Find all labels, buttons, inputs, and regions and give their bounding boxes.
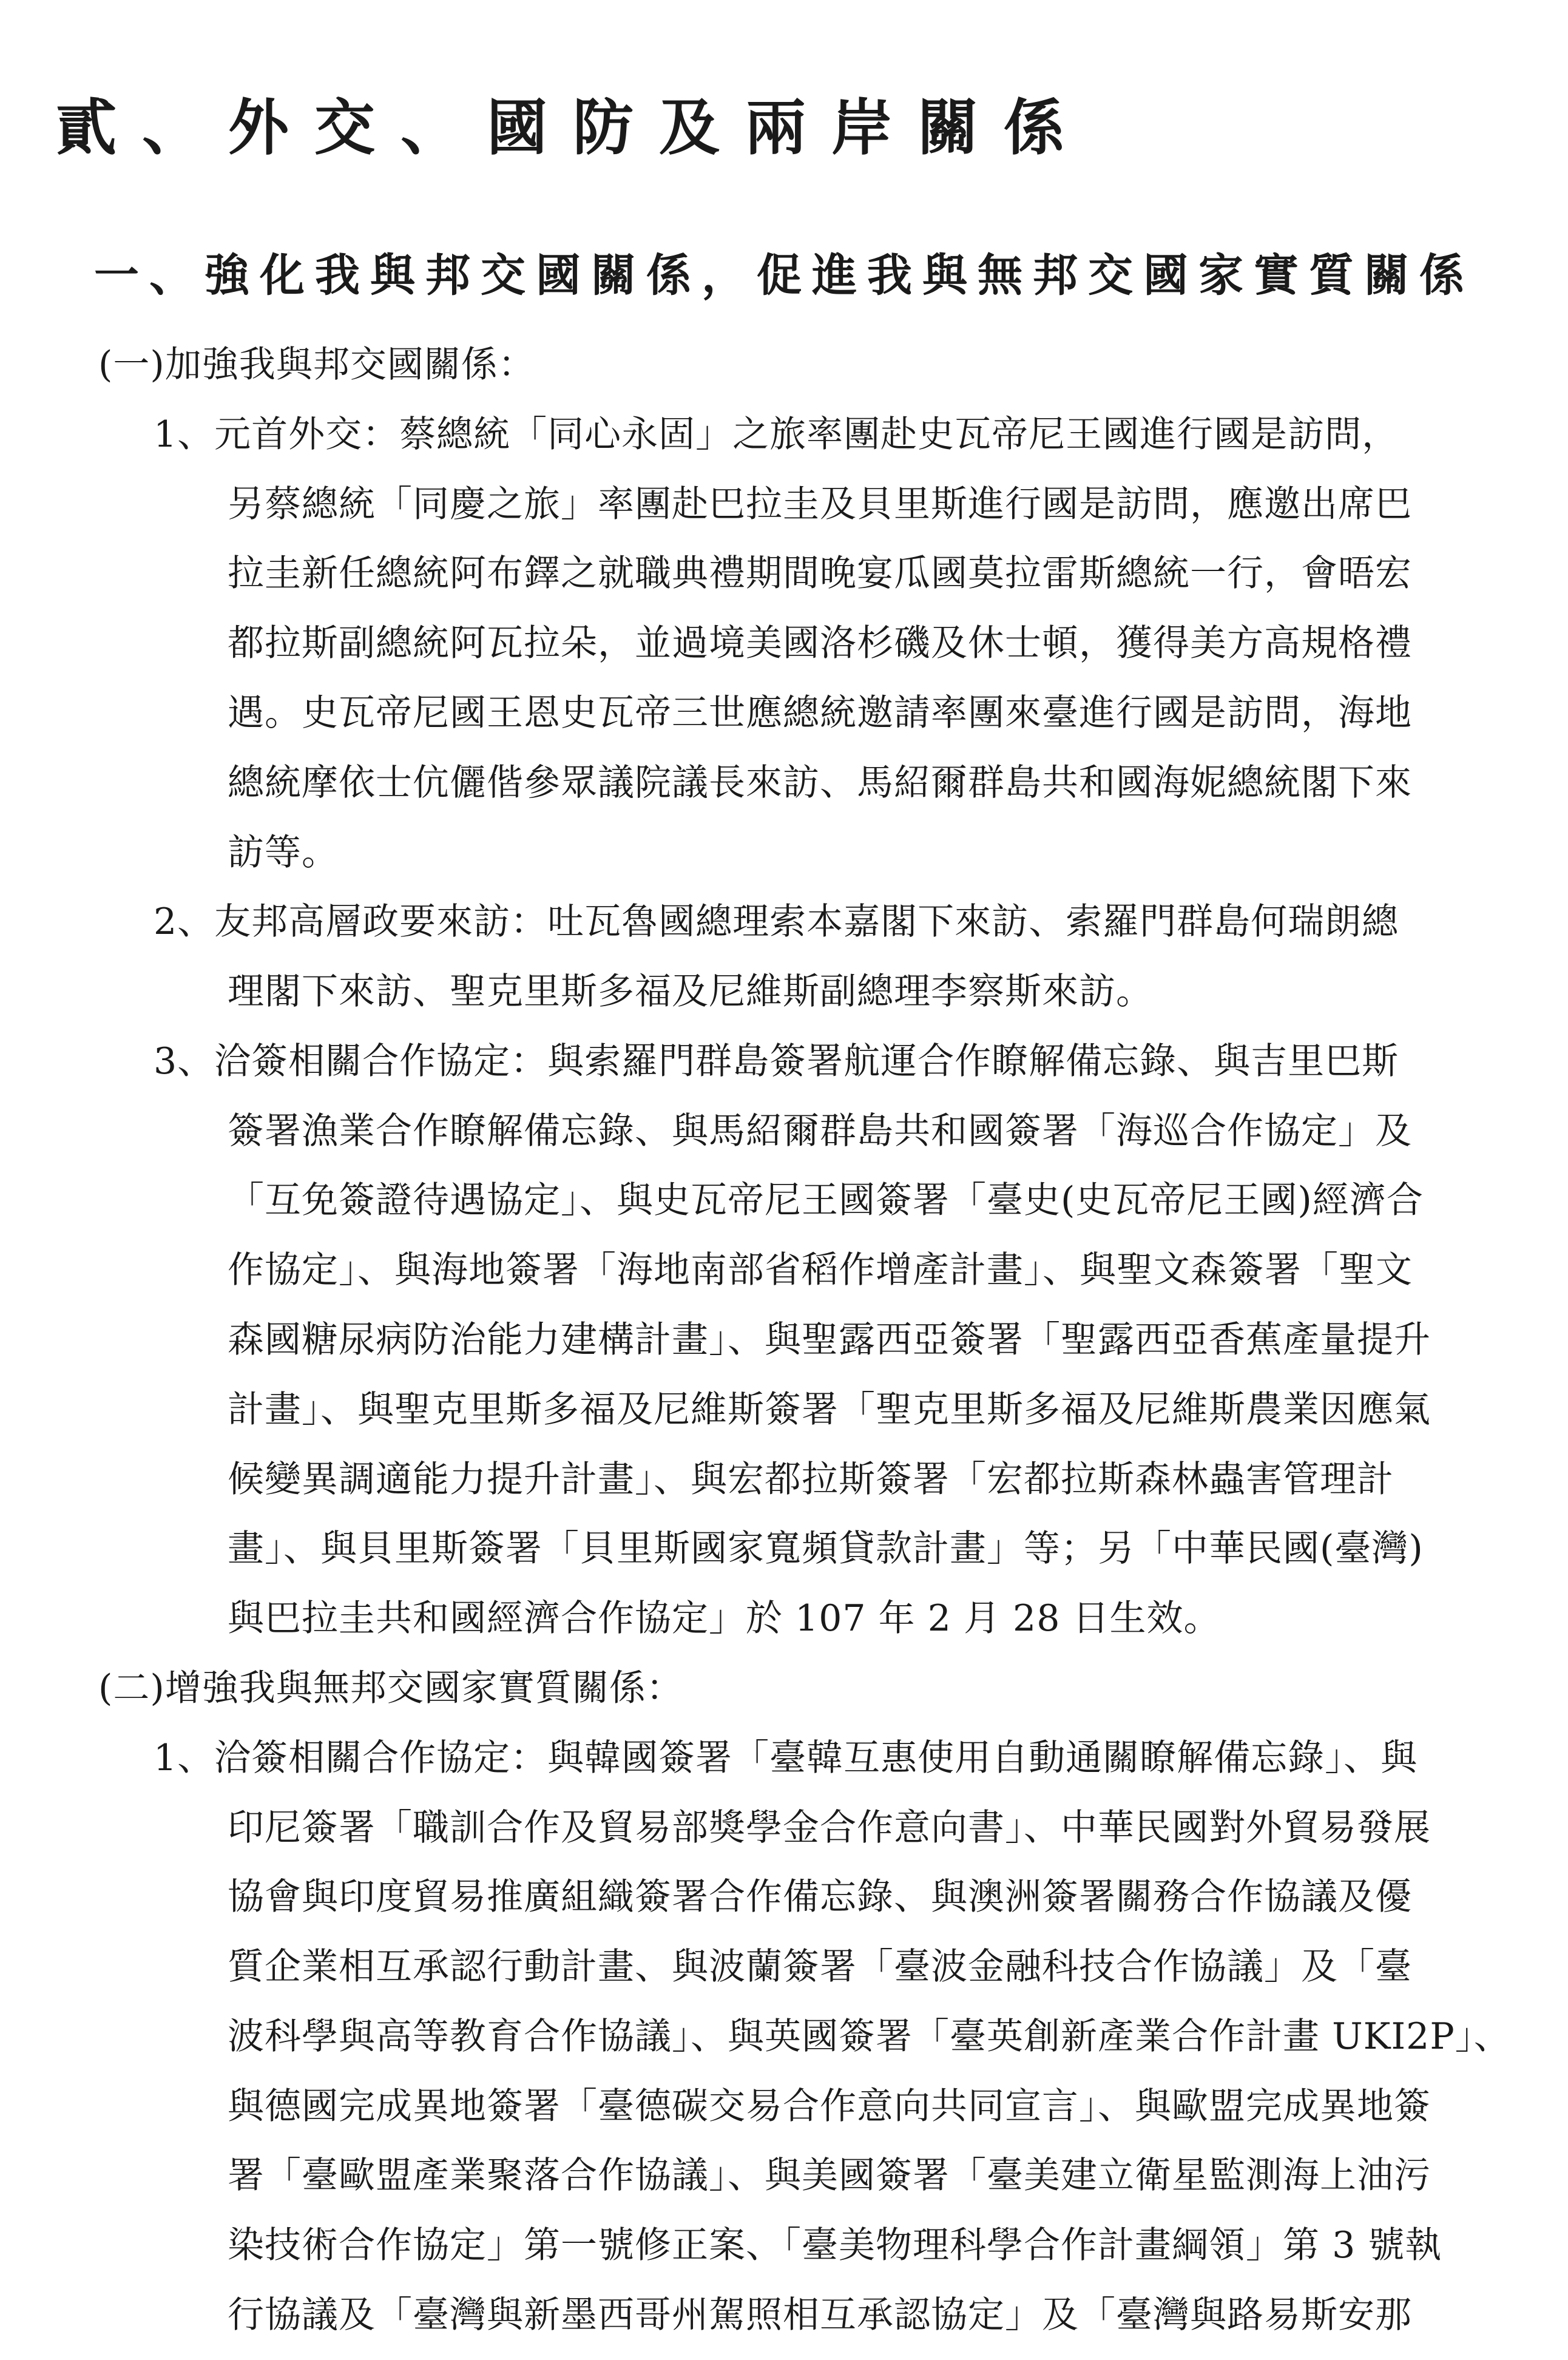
item-line: 理閣下來訪、聖克里斯多福及尼維斯副總理李察斯來訪。 [228,970,1153,1013]
item-line: 遇。史瓦帝尼國王恩史瓦帝三世應總統邀請率團來臺進行國是訪問，海地 [228,692,1412,734]
item-line: 染技術合作協定」第一號修正案、「臺美物理科學合作計畫綱領」第 3 號執 [228,2224,1442,2267]
item-line: 行協議及「臺灣與新墨西哥州駕照相互承認協定」及「臺灣與路易斯安那 [228,2294,1412,2336]
item-line: 署「臺歐盟產業聚落合作協議」、與美國簽署「臺美建立衛星監測海上油污 [228,2154,1431,2197]
item-line: 與巴拉圭共和國經濟合作協定」於 107 年 2 月 28 日生效。 [228,1597,1221,1640]
item-line: 作協定」、與海地簽署「海地南部省稻作增產計畫」、與聖文森簽署「聖文 [228,1249,1413,1291]
item-line: 拉圭新任總統阿布鐸之就職典禮期間晚宴瓜國莫拉雷斯總統一行，會晤宏 [228,552,1412,595]
item-line: 總統摩依士伉儷偕參眾議院議長來訪、馬紹爾群島共和國海妮總統閣下來 [228,762,1412,804]
item-line: 候變異調適能力提升計畫」、與宏都拉斯簽署「宏都拉斯森林蟲害管理計 [228,1458,1394,1501]
item-line: 畫」、與貝里斯簽署「貝里斯國家寬頻貸款計畫」等；另「中華民國(臺灣) [228,1527,1424,1570]
item-line: 質企業相互承認行動計畫、與波蘭簽署「臺波金融科技合作協議」及「臺 [228,1946,1412,1988]
item-line: 與德國完成異地簽署「臺德碳交易合作意向共同宣言」、與歐盟完成異地簽 [228,2085,1431,2128]
item-line: 計畫」、與聖克里斯多福及尼維斯簽署「聖克里斯多福及尼維斯農業因應氣 [228,1388,1431,1431]
subsection-heading: (二)增強我與無邦交國家實質關係： [98,1667,683,1709]
item-line: 協會與印度貿易推廣組織簽署合作備忘錄、與澳洲簽署關務合作協議及優 [228,1876,1412,1918]
item-line: 另蔡總統「同慶之旅」率團赴巴拉圭及貝里斯進行國是訪問，應邀出席巴 [228,483,1412,526]
item-line: 2、友邦高層政要來訪：吐瓦魯國總理索本嘉閣下來訪、索羅門群島何瑞朗總 [154,901,1399,943]
subsection-heading: (一)加強我與邦交國關係： [98,343,535,386]
item-line: 森國糖尿病防治能力建構計畫」、與聖露西亞簽署「聖露西亞香蕉產量提升 [228,1319,1431,1361]
item-line: 「互免簽證待遇協定」、與史瓦帝尼王國簽署「臺史(史瓦帝尼王國)經濟合 [228,1179,1424,1222]
item-line: 簽署漁業合作瞭解備忘錄、與馬紹爾群島共和國簽署「海巡合作協定」及 [228,1110,1412,1152]
item-line: 3、洽簽相關合作協定：與索羅門群島簽署航運合作瞭解備忘錄、與吉里巴斯 [154,1040,1399,1083]
item-line: 波科學與高等教育合作協議」、與英國簽署「臺英創新產業合作計畫 UKI2P」、 [228,2015,1511,2058]
item-line: 1、元首外交：蔡總統「同心永固」之旅率團赴史瓦帝尼王國進行國是訪問， [154,413,1399,456]
item-line: 1、洽簽相關合作協定：與韓國簽署「臺韓互惠使用自動通關瞭解備忘錄」、與 [154,1737,1418,1779]
item-line: 印尼簽署「職訓合作及貿易部獎學金合作意向書」、中華民國對外貿易發展 [228,1807,1431,1849]
item-line: 訪等。 [228,831,339,874]
section-title: 一、強化我與邦交國關係，促進我與無邦交國家實質關係 [94,249,1475,302]
chapter-title: 貳、外交、國防及兩岸關係 [56,92,1090,163]
item-line: 都拉斯副總統阿瓦拉朵，並過境美國洛杉磯及休士頓，獲得美方高規格禮 [228,622,1412,664]
